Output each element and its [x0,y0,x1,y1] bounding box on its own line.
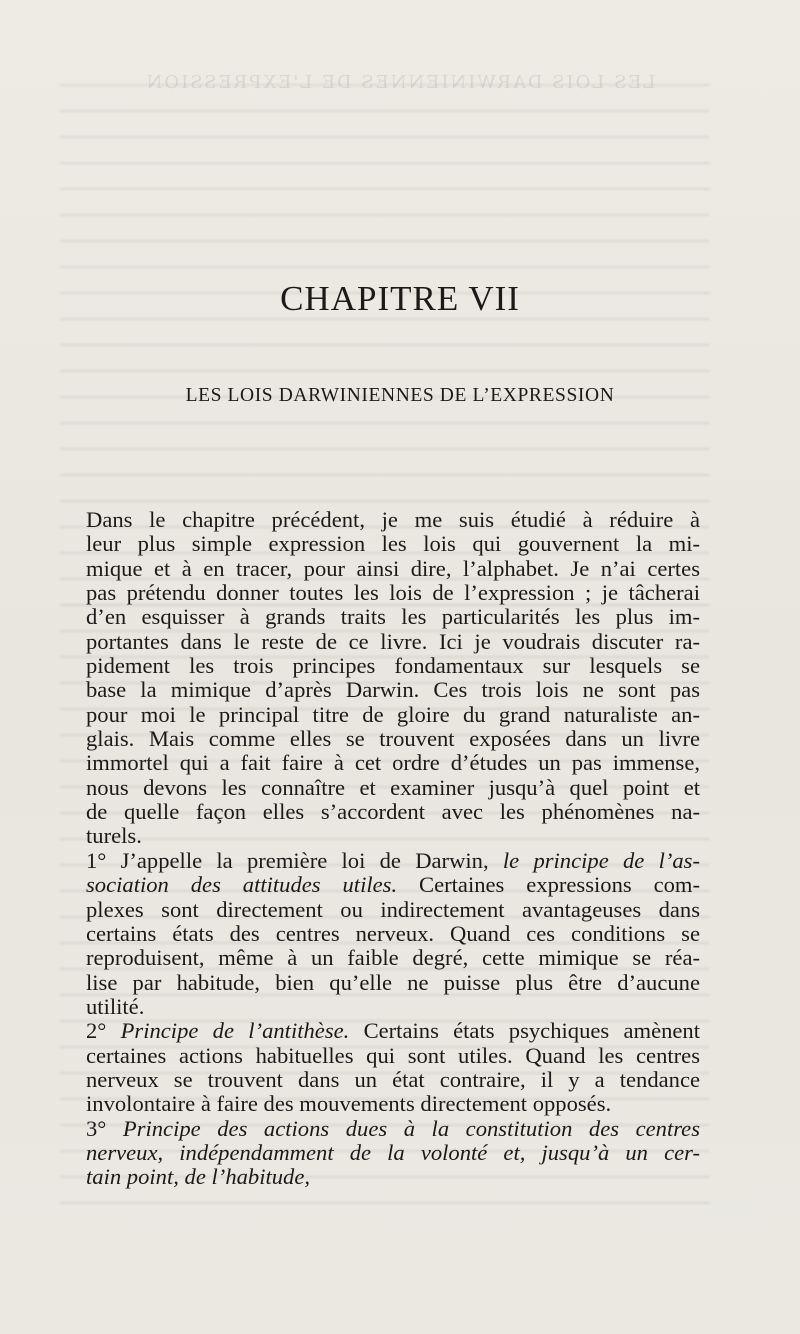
paragraph-principle-1 [86,849,700,1019]
italic-segment: sociation des attitudes utiles. [86,872,398,898]
text-line: lise par habitude, bien qu’elle ne puisse plus être d’aucune [86,969,700,995]
text-line: reproduisent, même à un faible degré, cette mimique se réa- [86,945,700,971]
paragraph-principle-3 [86,1117,700,1190]
text-line: Dans le chapitre précédent, je me suis étudié à réduire à [86,507,700,532]
text-line [86,873,700,897]
text-line: pas prétendu donner toutes les lois de l’expression ; je tâcherai [86,580,700,606]
text-line: involontaire à faire des mouvements directement opposés. [86,1091,612,1117]
italic-segment: le principe de l’as- [502,847,700,873]
line-segment: 2° [86,1018,121,1044]
text-line: de quelle façon elles s’accordent avec les phénomènes na- [86,799,700,825]
bleed-through-header: LES LOIS DARWINIENNES DE L'EXPRESSION [144,72,656,93]
text-line: nous devons les connaître et examiner jusqu’à quel point et [86,774,700,800]
text-line: pour moi le principal titre de gloire du grand naturaliste an- [86,701,700,727]
italic-segment: Principe de l’antithèse. [120,1018,350,1044]
paragraph-principle-2 [86,1019,700,1116]
line-segment: Certains états psychiques amènent [349,1018,700,1044]
text-line: certaines actions habituelles qui sont utiles. Quand les centres [86,1042,700,1068]
text-line: nerveux se trouvent dans un état contraire, il y a tendance [86,1066,700,1092]
text-line: turels. [86,823,142,849]
line-segment: Certaines expressions com- [397,872,700,898]
italic-segment: Principe des actions dues à la constitution des centres [122,1115,700,1141]
paragraph-intro [86,508,700,849]
text-line [86,1019,700,1043]
text-line [86,849,700,873]
text-line: d’en esquisser à grands traits les particularités les plus im- [86,604,700,630]
text-line: pidement les trois principes fondamentaux sur lesquels se [86,653,700,679]
text-line: base la mimique d’après Darwin. Ces trois lois ne sont pas [86,677,700,703]
text-line [86,1165,700,1189]
line-segment: 3° [86,1115,123,1141]
italic-segment: tain point, de l’habitude, [86,1164,311,1190]
body-text [86,508,700,1190]
text-line: glais. Mais comme elles se trouvent exposées dans un livre [86,726,700,752]
text-line [86,1117,700,1141]
chapter-title: CHAPITRE VII [280,279,520,318]
line-segment: 1° J’appelle la première loi de Darwin, [86,847,503,873]
text-line: mique et à en tracer, pour ainsi dire, l’alphabet. Je n’ai certes [86,555,700,581]
text-line: immortel qui a fait faire à cet ordre d’études un pas immense, [86,750,700,776]
text-line [86,1141,700,1165]
chapter-subtitle: LES LOIS DARWINIENNES DE L’EXPRESSION [185,385,615,406]
text-line: certains états des centres nerveux. Quand ces conditions se [86,920,700,946]
text-line: leur plus simple expression les lois qui gouvernent la mi- [86,531,700,557]
text-line: plexes sont directement ou indirectement avantageuses dans [86,896,700,922]
italic-segment: nerveux, indépendamment de la volonté et, jusqu’à un cer- [86,1139,700,1165]
text-line: portantes dans le reste de ce livre. Ici je voudrais discuter ra- [86,628,700,654]
text-line: utilité. [86,993,145,1019]
